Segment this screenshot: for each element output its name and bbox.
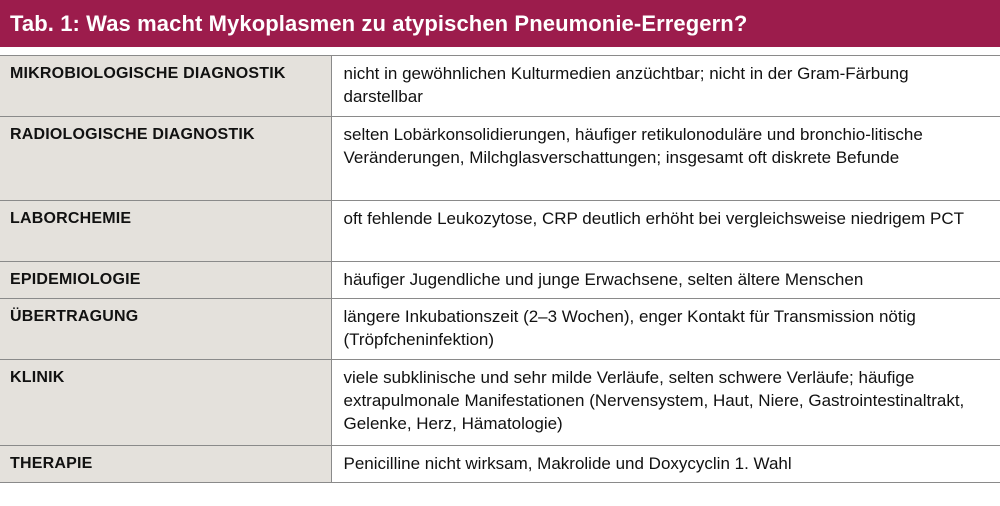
table-row [0, 262, 1000, 299]
row-label: KLINIK [0, 360, 331, 446]
row-value: häufiger Jugendliche und junge Erwachsene, selten ältere Menschen [331, 262, 1000, 299]
row-label: THERAPIE [0, 446, 331, 483]
row-value: oft fehlende Leukozytose, CRP deutlich erhöht bei vergleichsweise niedrigem PCT [331, 201, 1000, 262]
table-row [0, 56, 1000, 117]
table-row [0, 117, 1000, 201]
row-value: längere Inkubationszeit (2–3 Wochen), enger Kontakt für Transmission nötig (Tröpfcheninfektion) [331, 299, 1000, 360]
row-label: EPIDEMIOLOGIE [0, 262, 331, 299]
row-value: nicht in gewöhnlichen Kulturmedien anzüchtbar; nicht in der Gram-Färbung darstellbar [331, 56, 1000, 117]
table-title-bar [0, 0, 1000, 47]
table-row [0, 201, 1000, 262]
table-row [0, 446, 1000, 483]
row-value: selten Lobärkonsolidierungen, häufiger retikulonoduläre und bronchio-litische Veränderungen, Milchglasverschattungen; insgesamt oft diskrete Befunde [331, 117, 1000, 201]
row-value: viele subklinische und sehr milde Verläufe, selten schwere Verläufe; häufige extrapulmonale Manifestationen (Nervensystem, Haut, Niere, Gastrointestinaltrakt, Gelenke, Herz, Hämatologie) [331, 360, 1000, 446]
info-table [0, 55, 1000, 483]
row-label: MIKROBIOLOGISCHE DIAGNOSTIK [0, 56, 331, 117]
row-label: RADIOLOGISCHE DIAGNOSTIK [0, 117, 331, 201]
table-title: Tab. 1: Was macht Mykoplasmen zu atypischen Pneumonie-Erregern? [10, 10, 748, 36]
row-value: Penicilline nicht wirksam, Makrolide und Doxycyclin 1. Wahl [331, 446, 1000, 483]
row-label: LABORCHEMIE [0, 201, 331, 262]
table-row [0, 360, 1000, 446]
row-label: ÜBERTRAGUNG [0, 299, 331, 360]
table-row [0, 299, 1000, 360]
